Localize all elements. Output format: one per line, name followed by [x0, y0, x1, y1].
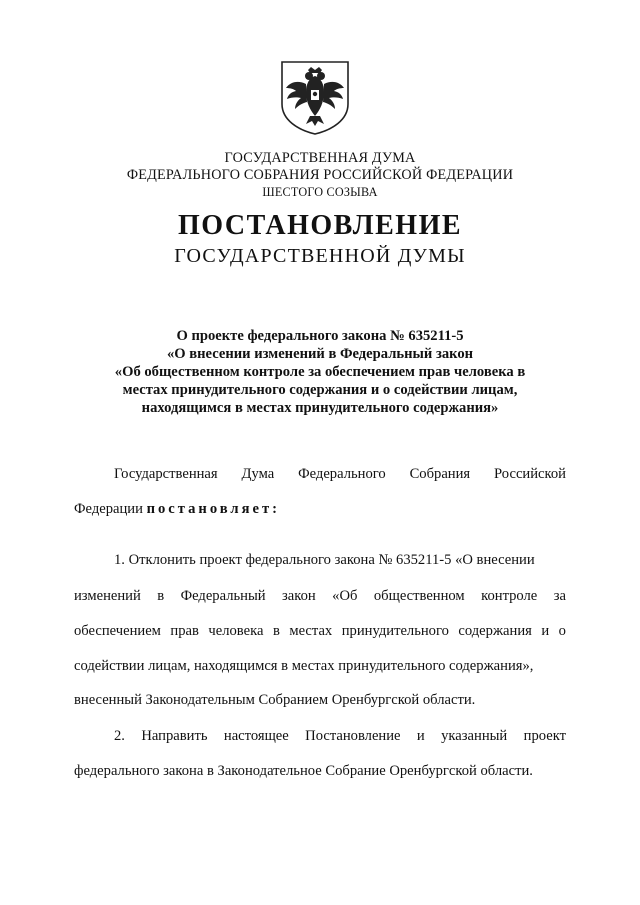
preamble-word: Государственная — [114, 466, 218, 482]
item1-line-4: содействии лицам, находящимся в местах принудительного содержания», — [74, 658, 534, 674]
subject-line: «Об общественном контроле за обеспечением прав человека в — [114, 364, 526, 380]
item1-word: местах — [289, 623, 333, 639]
preamble-word: Дума — [241, 466, 275, 482]
item1-word: изменений — [74, 588, 141, 604]
preamble-federation: Федерации — [74, 501, 147, 517]
item1-word: обеспечением — [74, 623, 161, 639]
item1-word: общественном — [373, 588, 465, 604]
item2-word: и — [416, 728, 425, 744]
item1-line-3 — [74, 622, 566, 640]
item1-word: о — [558, 623, 566, 639]
preamble-line-1 — [114, 465, 566, 483]
item1-word: и — [541, 623, 550, 639]
org-line-convocation: ШЕСТОГО СОЗЫВА — [262, 185, 378, 199]
item2-word: настоящее — [223, 728, 289, 744]
subject-line: О проекте федерального закона № 635211-5 — [176, 328, 464, 344]
org-line-federal-assembly: ФЕДЕРАЛЬНОГО СОБРАНИЯ РОССИЙСКОЙ ФЕДЕРАЦИИ — [126, 167, 514, 183]
item1-word: в — [157, 588, 165, 604]
item2-word: проект — [523, 728, 566, 744]
subject-line: «О внесении изменений в Федеральный закон — [166, 346, 474, 362]
item2-line-2: федерального закона в Законодательное Собрание Оренбургской области. — [74, 763, 533, 779]
preamble-word: Собрания — [409, 466, 471, 482]
item2-word: 2. — [114, 728, 125, 744]
document-subtitle: ГОСУДАРСТВЕННОЙ ДУМЫ — [174, 245, 466, 267]
resolves-word: постановляет: — [146, 501, 281, 517]
item1-word: в — [272, 623, 280, 639]
item1-word: закон — [282, 588, 316, 604]
item1-line-5: внесенный Законодательным Собранием Оренбургской области. — [74, 692, 476, 708]
item1-line-2 — [74, 587, 566, 605]
item2-word: Постановление — [305, 728, 401, 744]
item2-word: Направить — [141, 728, 208, 744]
item1-word: человека — [208, 623, 264, 639]
item1-word: прав — [170, 623, 199, 639]
item1-word: Федеральный — [180, 588, 266, 604]
preamble-word: Федерального — [298, 466, 386, 482]
item2-word: указанный — [441, 728, 508, 744]
coat-of-arms-icon — [276, 58, 354, 136]
item1-word: «Об — [332, 588, 358, 604]
item1-word: контроле — [481, 588, 538, 604]
subject-line: местах принудительного содержания и о содействии лицам, — [122, 382, 518, 398]
subject-line: находящимся в местах принудительного содержания» — [141, 400, 499, 416]
item1-word: за — [553, 588, 566, 604]
item2-line-1 — [114, 727, 566, 745]
item1-word: содержания — [458, 623, 532, 639]
item1-line-1: 1. Отклонить проект федерального закона № 635211-5 «О внесении — [114, 552, 535, 568]
preamble-word: Российской — [494, 466, 566, 482]
preamble-line-2 — [74, 500, 280, 518]
item1-word: принудительного — [341, 623, 449, 639]
org-line-duma: ГОСУДАРСТВЕННАЯ ДУМА — [224, 150, 416, 166]
document-title: ПОСТАНОВЛЕНИЕ — [177, 210, 463, 241]
